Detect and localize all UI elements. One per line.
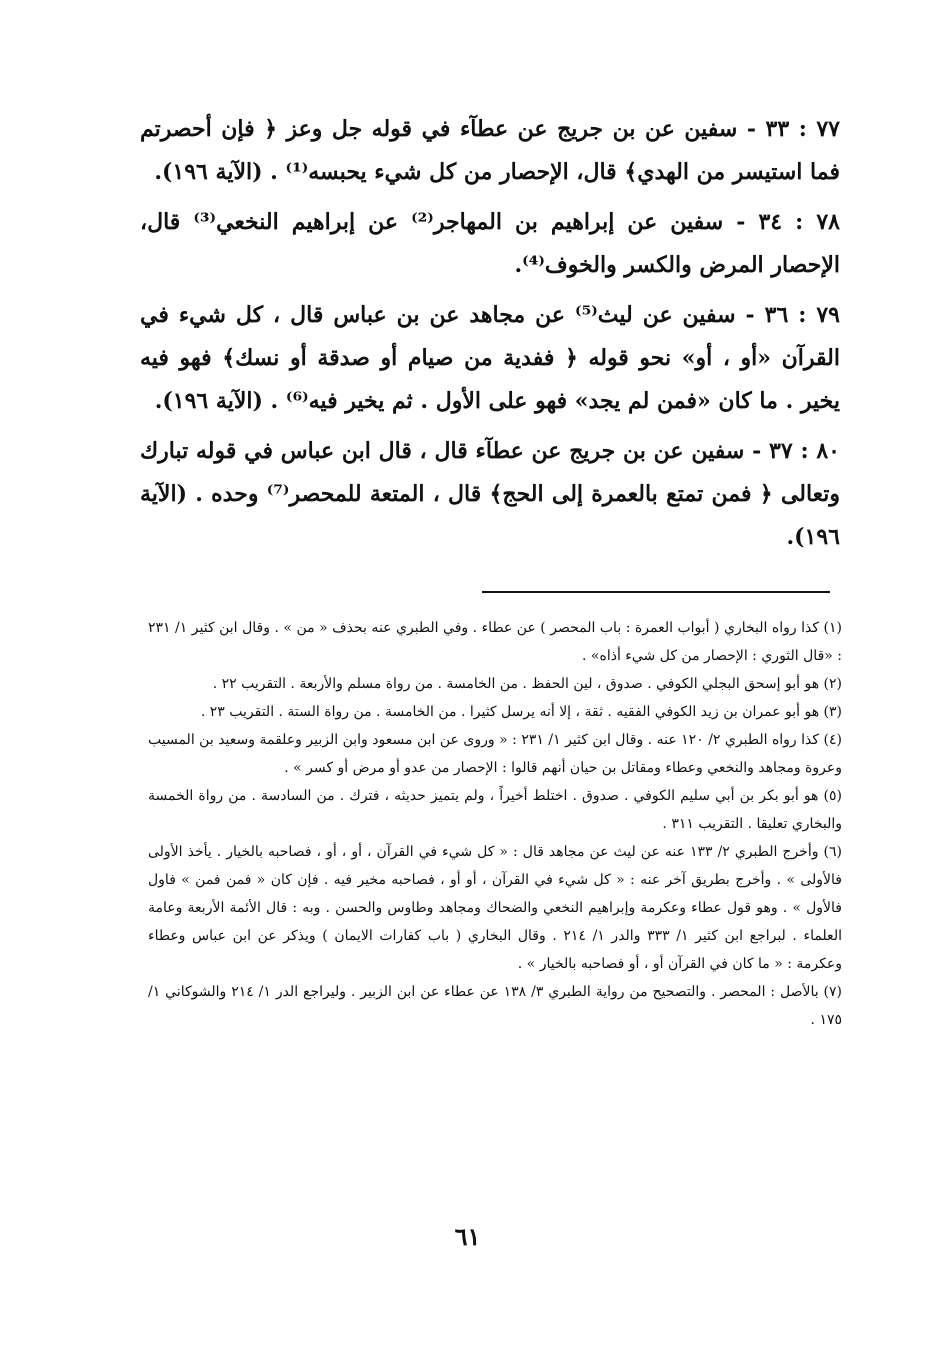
footnote-4: (٤) كذا رواه الطبري ٢/ ١٢٠ عنه . وقال ابن كثير ١/ ٢٣١ : « وروى عن ابن مسعود وابن الزبير وعلقمة وسعيد بن المسيب وعروة ومجاهد والنخعي وعطاء ومقاتل بن حيان أنهم قالوا : الإحصار من عدو أو مرض أو كسر » . [148,732,843,776]
entry-text: سفين عن ليث⁽⁵⁾ عن مجاهد عن بن عباس قال ، كل شيء في القرآن «أو ، أو» نحو قوله ﴿ ففدية من صيام أو صدقة أو نسك﴾ فهو فيه يخير . ما كان «فمن لم يجد» فهو على الأول . ثم يخير فيه⁽⁶⁾ . (الآية ١٩٦). [140,302,840,414]
entry-79 [140,294,840,423]
entry-78 [140,201,840,287]
page-number: ٦١ [454,1222,481,1251]
entry-text: سفين عن إبراهيم بن المهاجر⁽²⁾ عن إبراهيم النخعي⁽³⁾ قال، الإحصار المرض والكسر والخوف⁽⁴⁾. [140,209,840,278]
footnote-5: (٥) هو أبو بكر بن أبي سليم الكوفي . صدوق . اختلط أخيراً ، ولم يتميز حديثه ، فترك . من السادسة . من رواة الخمسة والبخاري تعليقا . التقريب ٣١١ . [148,788,842,832]
footnote-6: (٦) وأخرج الطبري ٢/ ١٣٣ عنه عن ليث عن مجاهد قال : « كل شيء في القرآن ، أو ، أو ، فصاحبه بالخيار . يأخذ الأولى فالأولى » . وأخرج بطريق آخر عنه : « كل شيء في القرآن ، أو أو ، فصاحبه مخير فيه . فإن كان « فمن فمن » فاول فالأول » . وهو قول عطاء وعكرمة وإبراهيم النخعي والضحاك ومجاهد وطاوس والحسن . وبه : قال الأئمة الأربعة وعامة العلماء . لبراجع ابن كثير ١/ ٣٣٣ والدر ١/ ٢١٤ . وقال البخاري ( باب كفارات الايمان ) ويذكر عن ابن عباس وعطاء وعكرمة : « ما كان في القرآن أو ، أو فصاحبه بالخيار » . [148,844,842,972]
footnote-1: (١) كذا رواه البخاري ( أبواب العمرة : باب المحصر ) عن عطاء . وفي الطبري عنه بحذف « من » . وقال ابن كثير ١/ ٢٣١ : «قال الثوري : الإحصار من كل شيء أذاه» . [148,620,842,664]
entry-text: سفين عن بن جريج عن عطآء في قوله جل وعز ﴿ فإن أحصرتم فما استيسر من الهدي﴾ قال، الإحصار من كل شيء يحبسه⁽¹⁾ . (الآية ١٩٦). [140,116,840,185]
entry-text: سفين عن بن جريج عن عطآء قال ، قال ابن عباس في قوله تبارك وتعالى ﴿ فمن تمتع بالعمرة إلى الحج﴾ قال ، المتعة للمحصر⁽⁷⁾ وحده . (الآية ١٩٦). [140,438,841,550]
footnote-separator [482,591,830,593]
entry-number: ٧٩ : ٣٦ - [745,302,840,328]
entry-80 [140,430,840,559]
footnote-7: (٧) بالأصل : المحصر . والتصحيح من رواية الطبري ٣/ ١٣٨ عن عطاء عن ابن الزبير . وليراجع الدر ١/ ٢١٤ والشوكاني ١/ ١٧٥ . [148,984,842,1028]
entry-number: ٧٨ : ٣٤ - [736,209,840,235]
main-text [140,108,840,566]
footnotes [148,614,842,1034]
entry-77 [140,108,840,194]
footnote-3: (٣) هو أبو عمران بن زيد الكوفي الفقيه . ثقة ، إلا أنه يرسل كثيرا . من الخامسة . من رواة الستة . التقريب ٢٣ . [200,704,842,720]
entry-number: ٧٧ : ٣٣ - [746,116,840,142]
entry-number: ٨٠ : ٣٧ - [752,438,840,464]
footnote-2: (٢) هو أبو إسحق البجلي الكوفي . صدوق ، لين الحفظ . من الخامسة . من رواة مسلم والأربعة . التقريب ٢٢ . [212,676,842,692]
